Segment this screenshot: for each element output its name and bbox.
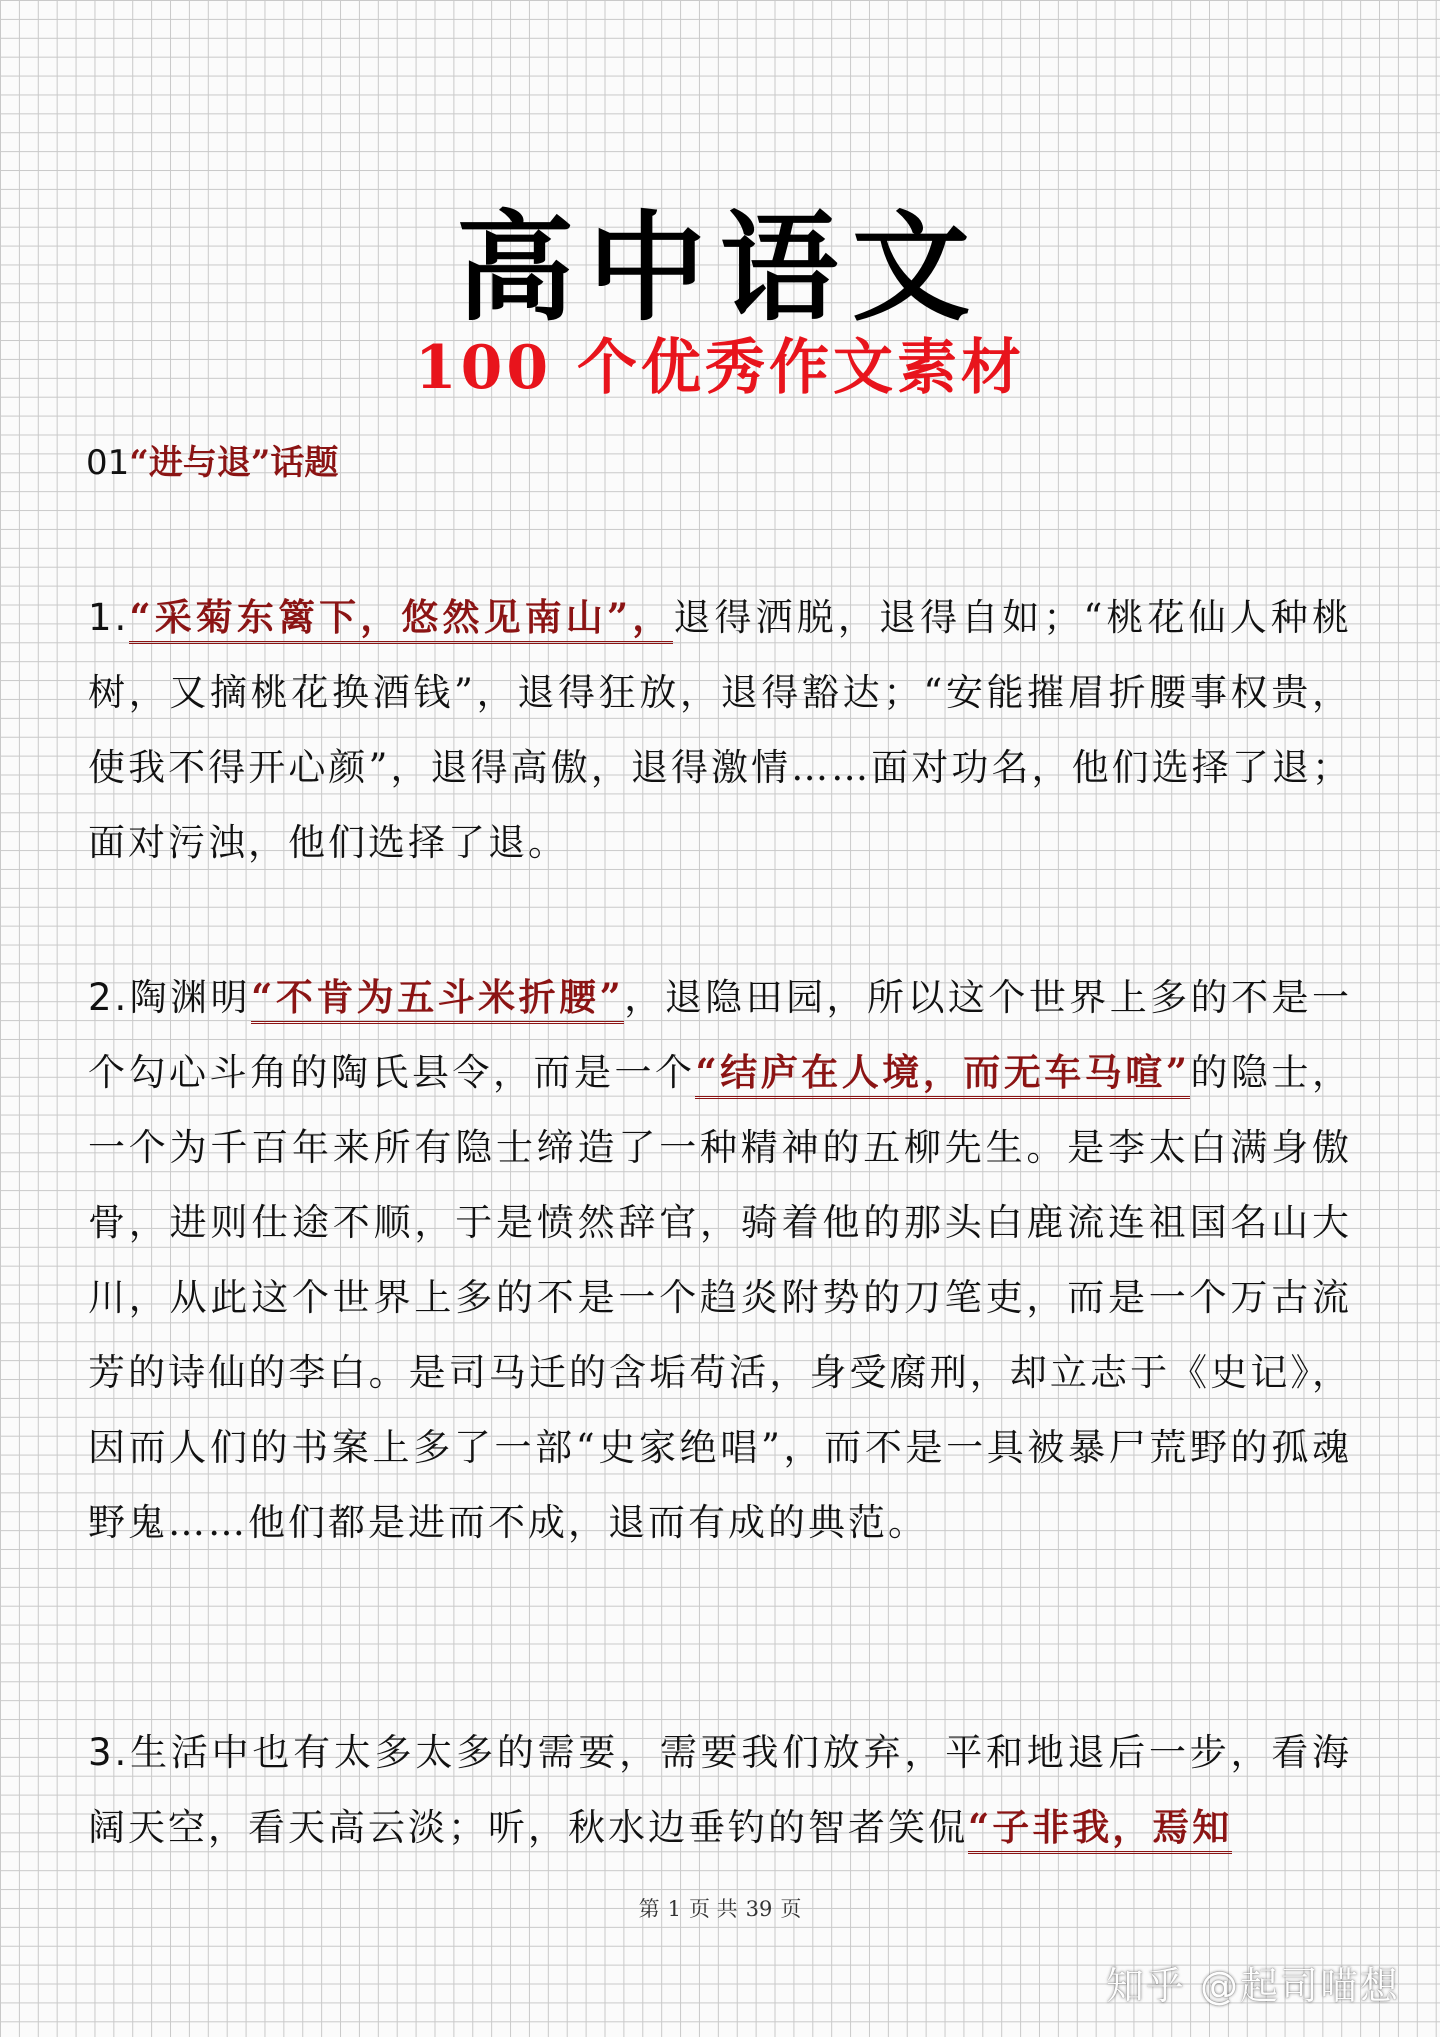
paragraph-1: [88, 580, 1352, 880]
paragraph-number: 3.: [88, 1731, 130, 1774]
paragraph-text: 生活中也有太多太多的需要，需要我们放弃，平和地退后一步，看海阔天空，看天高云淡；听，秋水边垂钓的智者笑侃: [88, 1731, 1352, 1849]
footer-suffix: 页: [780, 1897, 802, 1921]
paragraph-number: 1.: [88, 596, 130, 639]
paragraph-text: ，退隐田园，所以这个世界上多的不是一个勾心斗角的陶氏县令，而是一个: [88, 976, 1353, 1094]
footer-prefix: 第: [638, 1897, 660, 1921]
section-topic: “进与退”话题: [129, 443, 339, 483]
quote-highlight: “采菊东篱下，悠然见南山”，: [129, 595, 673, 644]
quote-highlight: “子非我，焉知: [968, 1805, 1232, 1854]
section-heading: [86, 440, 338, 488]
quote-highlight: “结庐在人境，而无车马喧”: [695, 1050, 1190, 1099]
paragraph-text: 退得洒脱，退得自如；“桃花仙人种桃树，又摘桃花换酒钱”，退得狂放，退得豁达；“安能摧眉折腰事权贵，使我不得开心颜”，退得高傲，退得激情……面对功名，他们选择了退；面对污浊，他们选择了退。: [88, 596, 1352, 864]
section-number: 01: [86, 443, 130, 483]
footer-current-page: 1: [667, 1897, 681, 1921]
page-subtitle: 100 个优秀作文素材: [414, 333, 1026, 403]
paragraph-number: 2.: [88, 976, 130, 1019]
footer-middle: 页 共: [688, 1897, 738, 1921]
paragraph-3: [88, 1715, 1352, 1865]
zhihu-watermark: 知乎 @起司喵想: [1105, 1964, 1400, 2008]
paragraph-2: [88, 960, 1352, 1560]
page-footer: [0, 1893, 1440, 1923]
page-title: 高中语文: [455, 198, 984, 338]
quote-highlight: “不肯为五斗米折腰”: [251, 975, 624, 1024]
paragraph-text: 的隐士，一个为千百年来所有隐士缔造了一种精神的五柳先生。是李太白满身傲骨，进则仕途不顺，于是愤然辞官，骑着他的那头白鹿流连祖国名山大川，从此这个世界上多的不是一个趋炎附势的刀笔吏，而是一个万古流芳的诗仙的李白。是司马迁的含垢苟活，身受腐刑，却立志于《史记》，因而人们的书案上多了一部“史家绝唱”，而不是一具被暴尸荒野的孤魂野鬼……他们都是进而不成，退而有成的典范。: [88, 1051, 1353, 1544]
paragraph-text: 陶渊明: [129, 976, 252, 1019]
footer-total-pages: 39: [745, 1897, 773, 1921]
